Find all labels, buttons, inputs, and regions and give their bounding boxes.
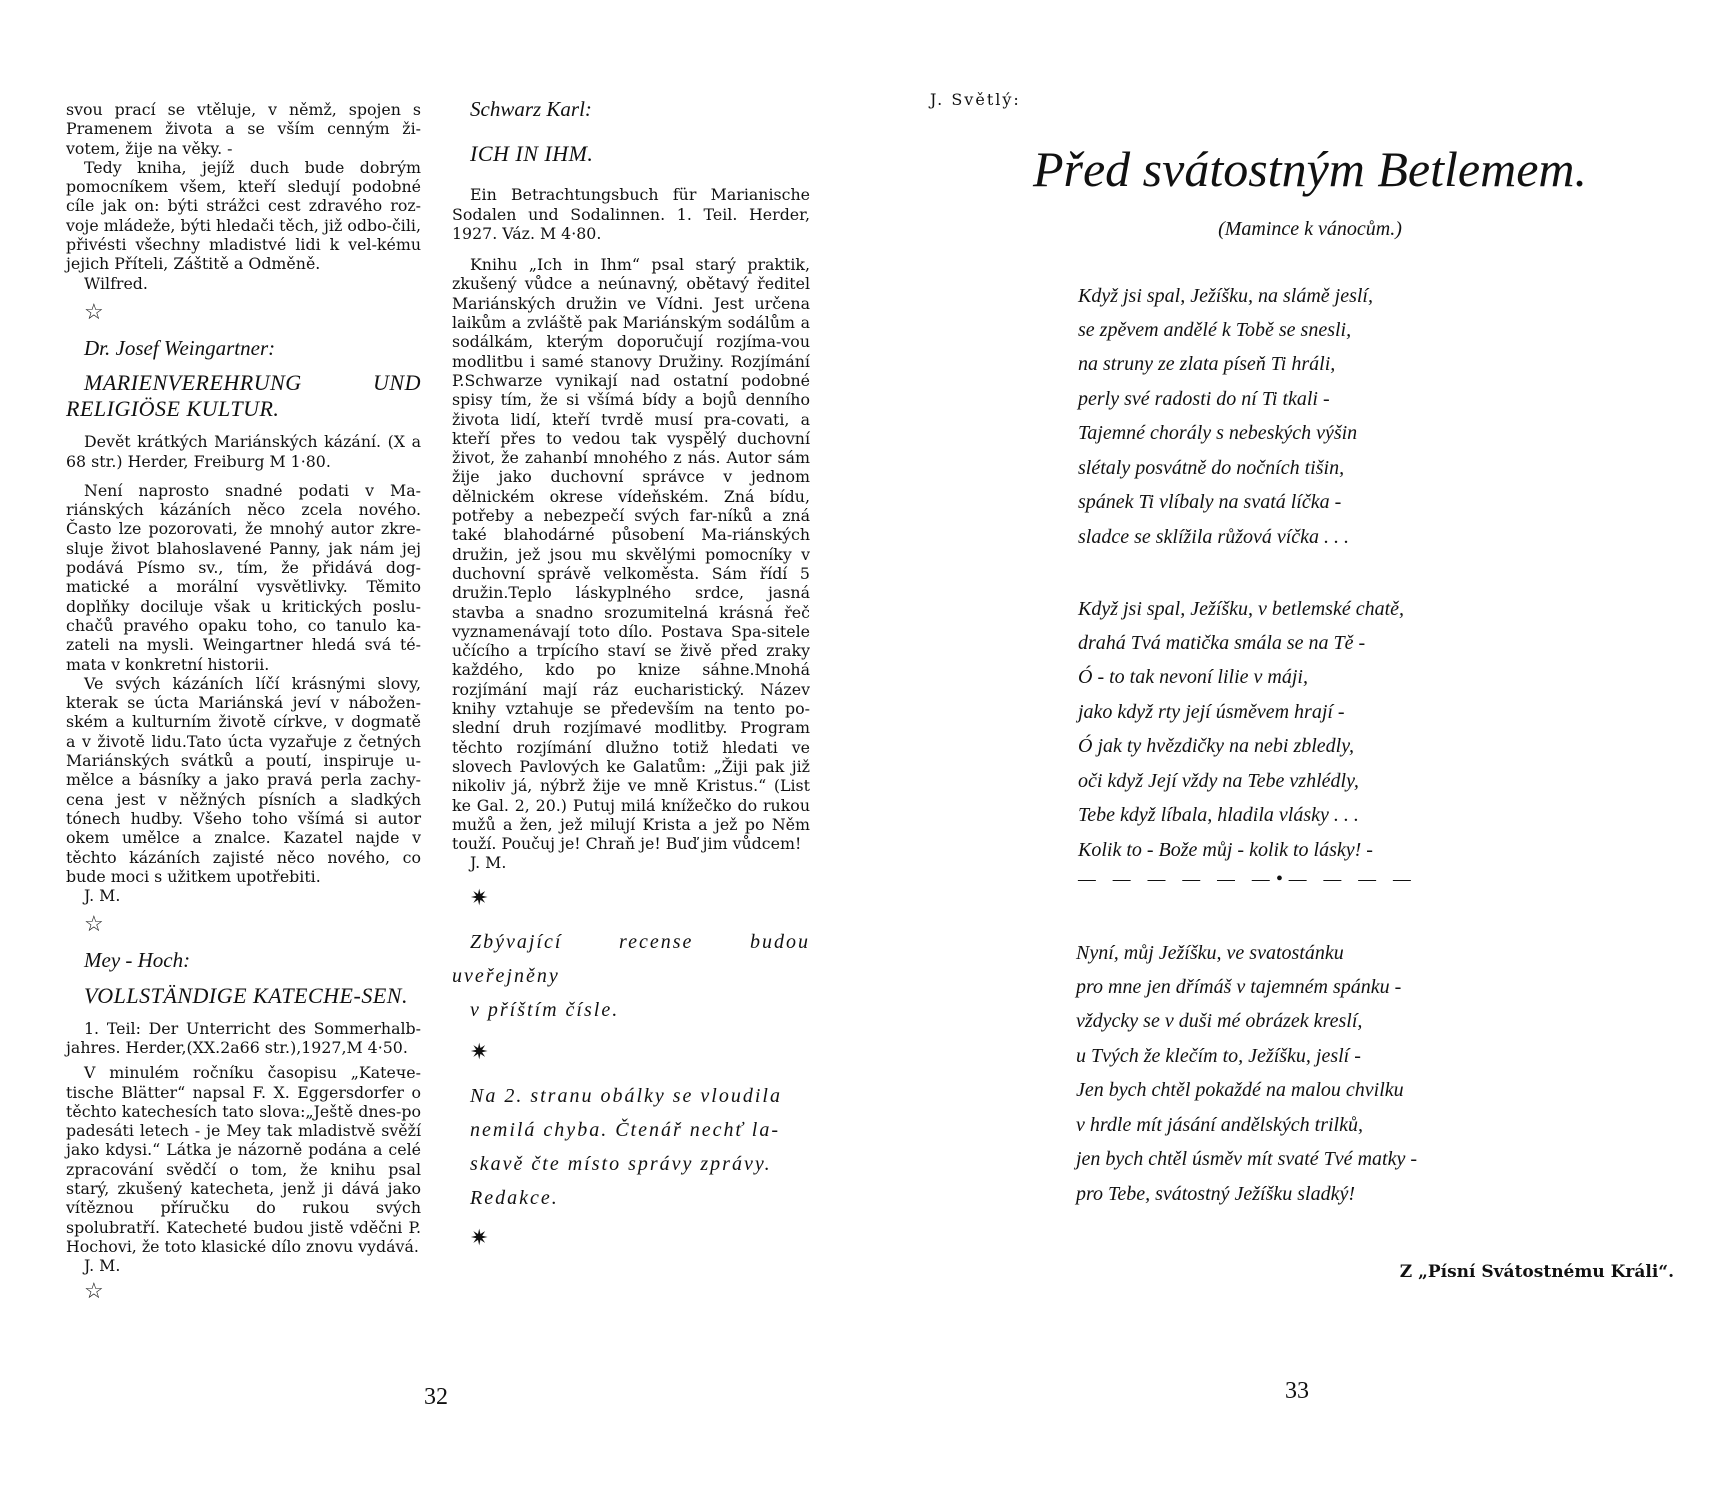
poem-line: na struny ze zlata píseň Ti hráli, [1078,353,1336,375]
poem-line: Ó - to tak nevoní lilie v máji, [1078,666,1308,688]
notice-signature: Redakce. [470,1186,559,1209]
poem-stanza-3 [1076,942,1676,1212]
review-paragraph: Knihu „Ich in Ihm“ psal starý praktik, zkušený vůdce a neúnavný, obětavý ředitel Mariánských družin ve Vídni. Jest určena laikům a zvláště pak Mariánským sodálům a sodálkám, kterým doporučují rozjíma-vou modlitbu i samé stanovy Družiny. Rozjímání P.Schwarze vynikají nad ostatní podobné spisy tím, že si všímá bídy a bojů denního života lidí, kteří tvrdě musí pra-covati, a kteří přes to vedou tak vyspělý duchovní život, že zahanbí mnohého z nás. Autor sám žije jako duchovní správce v jednom dělnickém okrese vídeňském. Zná bídu, potřeby a nebezpečí svých far-níků a zná také blahodárné působení Ma-riánských družin, jež jsou mu skvělými pomocníky v duchovní správě velkoměsta. Sám řídí 5 družin.Teplo láskyplného srdce, jasná stavba a snadno srozumitelná krásná řeč vyznamenávají toto dílo. Postava Spa-sitele učícího a trpícího staví se živě před zraky každého, kdo po knize sáhne.Mnohá rozjímání mají ráz eucharistický. Název knihy vztahuje se především na tento po-slední druh rozjímavé modlitby. Program těchto rozjímání dlužno totiž hledati ve slovech Pavlových ke Galatům: „Žiji pak již nikoliv já, nýbrž žije ve mně Kristus.“ (List ke Gal. 2, 20.) Putuj milá knížečko do rukou mužů a žen, jež milují Krista a jež po Něm touží. Poučuj je! Chraň je! Buď jim vůdcem! [452,255,810,854]
review-title: VOLLSTÄNDIGE KATECHE-SEN. [84,982,408,1008]
notice-line: Na 2. stranu obálky se vloudila [470,1084,782,1107]
left-column-1 [66,100,421,1304]
asterisk-divider: ✷ [470,1039,489,1065]
poem-line: Nyní, můj Ježíšku, ve svatostánku [1076,942,1344,964]
poem-line: jako když rty její úsměvem hrají - [1078,701,1345,723]
review-signature: J. M. [84,886,121,906]
review-title: MARIENVEREHRUNG UND RELIGIÖSE KULTUR. [66,370,421,422]
star-divider: ☆ [84,912,104,938]
review-signature: J. M. [470,853,507,873]
review-signature: J. M. [84,1256,121,1276]
poem-line: Když jsi spal, Ježíšku, na slámě jeslí, [1078,285,1373,307]
poem-line: spánek Ti vlíbaly na svatá líčka - [1078,491,1342,513]
poem-line: Ó jak ty hvězdičky na nebi zbledly, [1078,735,1355,757]
review-title: ICH IN IHM. [470,141,594,167]
poem-line: v hrdle mít jásání andělských trilků, [1076,1114,1363,1136]
poem-line: slétaly posvátně do nočních tišin, [1078,457,1345,479]
poem-author: J. Světlý: [930,90,1021,109]
poem-stanza-2 [1078,598,1678,898]
dash-separator: — — — — — —•— — — — [1078,868,1417,890]
poem-line: sladce se sklížila růžová víčka . . . [1078,526,1350,548]
review-author: Schwarz Karl: [470,97,592,121]
poem-line: Kolik to - Bože můj - kolik to lásky! - [1078,839,1373,861]
star-divider: ☆ [84,299,104,325]
review-paragraph: V minulém ročníku časopisu „Katече-tische Blätter“ napsal F. X. Eggersdorfer o těchto katechesích tato slova:„Ještě dnes-po padesáti letech - je Mey tak mladistvě svěží jako kdysi.“ Látka je názorně podána a celé zpracování svědčí o tom, že knihu psal starý, zkušený katecheta, jenž ji dává jako vítěznou příručku do rukou svých spolubratří. Katecheté budou jistě vděčni P. Hochovi, že toto klasické dílo znovu vydává. [66,1063,421,1256]
review-biblio: Ein Betrachtungsbuch für Marianische Sodalen und Sodalinnen. 1. Teil. Herder, 1927. Váz. M 4·80. [452,185,810,243]
poem-line: vždycky se v duši mé obrázek kreslí, [1076,1010,1363,1032]
poem-line: drahá Tvá matička smála se na Tě - [1078,632,1366,654]
poem-line: Jen bych chtěl pokaždé na malou chvilku [1076,1079,1404,1101]
notice-line: skavě čte místo správy zprávy. [470,1152,772,1175]
poem-line: Když jsi spal, Ježíšku, v betlemské chatě, [1078,598,1405,620]
review-paragraph: Není naprosto snadné podati v Ma-riánských kázáních něco zcela nového. Často lze pozorovati, že mnohý autor zkre-sluje život blahoslavené Panny, jak nám jej podává Písmo sv., tím, že přidává dog-matické a morální vysvětlivky. Těmito doplňky dociluje však u kritických poslu-chačů pravého opaku toho, co tanulo ka-zateli na mysli. Weingartner hledá svá té-mata v konkretní historii. [66,480,421,674]
poem-line: oči když Její vždy na Tebe vzhlédly, [1078,770,1359,792]
poem-source: Z „Písní Svátostnému Králi“. [1399,1262,1674,1282]
review-author: Dr. Josef Weingartner: [84,335,276,360]
poem-line: Tebe když líbala, hladila vlásky . . . [1078,804,1359,826]
intro-paragraph-1: svou prací se vtěluje, v němž, spojen s Pramenem života a se vším cenným ži-votem, žije na věky. - [66,100,421,158]
page-number-right: 33 [1285,1378,1309,1404]
poem-line: perly své radosti do ní Ti tkali - [1078,388,1330,410]
poem-line: pro Tebe, svátostný Ježíšku sladký! [1076,1183,1356,1205]
star-divider: ☆ [84,1278,104,1304]
poem-line: jen bych chtěl úsměv mít svaté Tvé matky - [1076,1148,1417,1170]
poem-line: pro mne jen dřímáš v tajemném spánku - [1076,976,1402,998]
notice-line: Zbývající recense budou uveřejněny [452,930,810,987]
poem-line: u Tvých že klečím to, Ježíšku, jeslí - [1076,1045,1361,1067]
poem-subtitle: (Mamince k vánocům.) [1218,218,1402,240]
asterisk-divider: ✷ [470,885,489,911]
review-biblio: 1. Teil: Der Unterricht des Sommerhalb-jahres. Herder,(XX.2a66 str.),1927,M 4·50. [66,1018,421,1057]
notice-line: v příštím čísle. [470,998,620,1021]
page-number-left: 32 [424,1384,448,1410]
intro-paragraph-2: Tedy kniha, jejíž duch bude dobrým pomocníkem všem, kteří sledují podobné cíle jak on: býti strážci cest zdravého roz-voje mládeže, býti hledači těch, již odbo-čili, přivésti všechny mladistvé lidi k vel-kému jejich Příteli, Záštitě a Odměně. [66,157,421,274]
review-paragraph: Ve svých kázáních líčí krásnými slovy, kterak se úcta Mariánská jeví v nábožen-ském a kulturním životě církve, v dogmatě a v životě lidu.Tato úcta vyzařuje z četných Mariánských svátků a poutí, inspiruje u-mělce a básníky a jako pravá perla zachy-cena jest v něžných písních a sladkých tónech hudby. Všeho toho všímá si autor okem umělce a znalce. Kazatel najde v těchto kázáních zajisté něco nového, co bude moci s užitkem upotřebiti. [66,673,421,886]
notice-line: nemilá chyba. Čtenář nechť la- [470,1118,780,1141]
poem-title: Před svátostným Betlemem. [1032,141,1587,197]
poem-line: se zpěvem andělé k Tobě se snesli, [1078,319,1352,341]
asterisk-divider: ✷ [470,1225,489,1251]
left-column-2 [452,97,810,1251]
poem-stanza-1 [1078,285,1678,555]
intro-signature: Wilfred. [84,273,148,293]
poem-line: Tajemné chorály s nebeských výšin [1078,422,1358,444]
review-author: Mey - Hoch: [84,948,191,973]
review-biblio: Devět krátkých Mariánských kázání. (X a 68 str.) Herder, Freiburg M 1·80. [66,432,421,471]
